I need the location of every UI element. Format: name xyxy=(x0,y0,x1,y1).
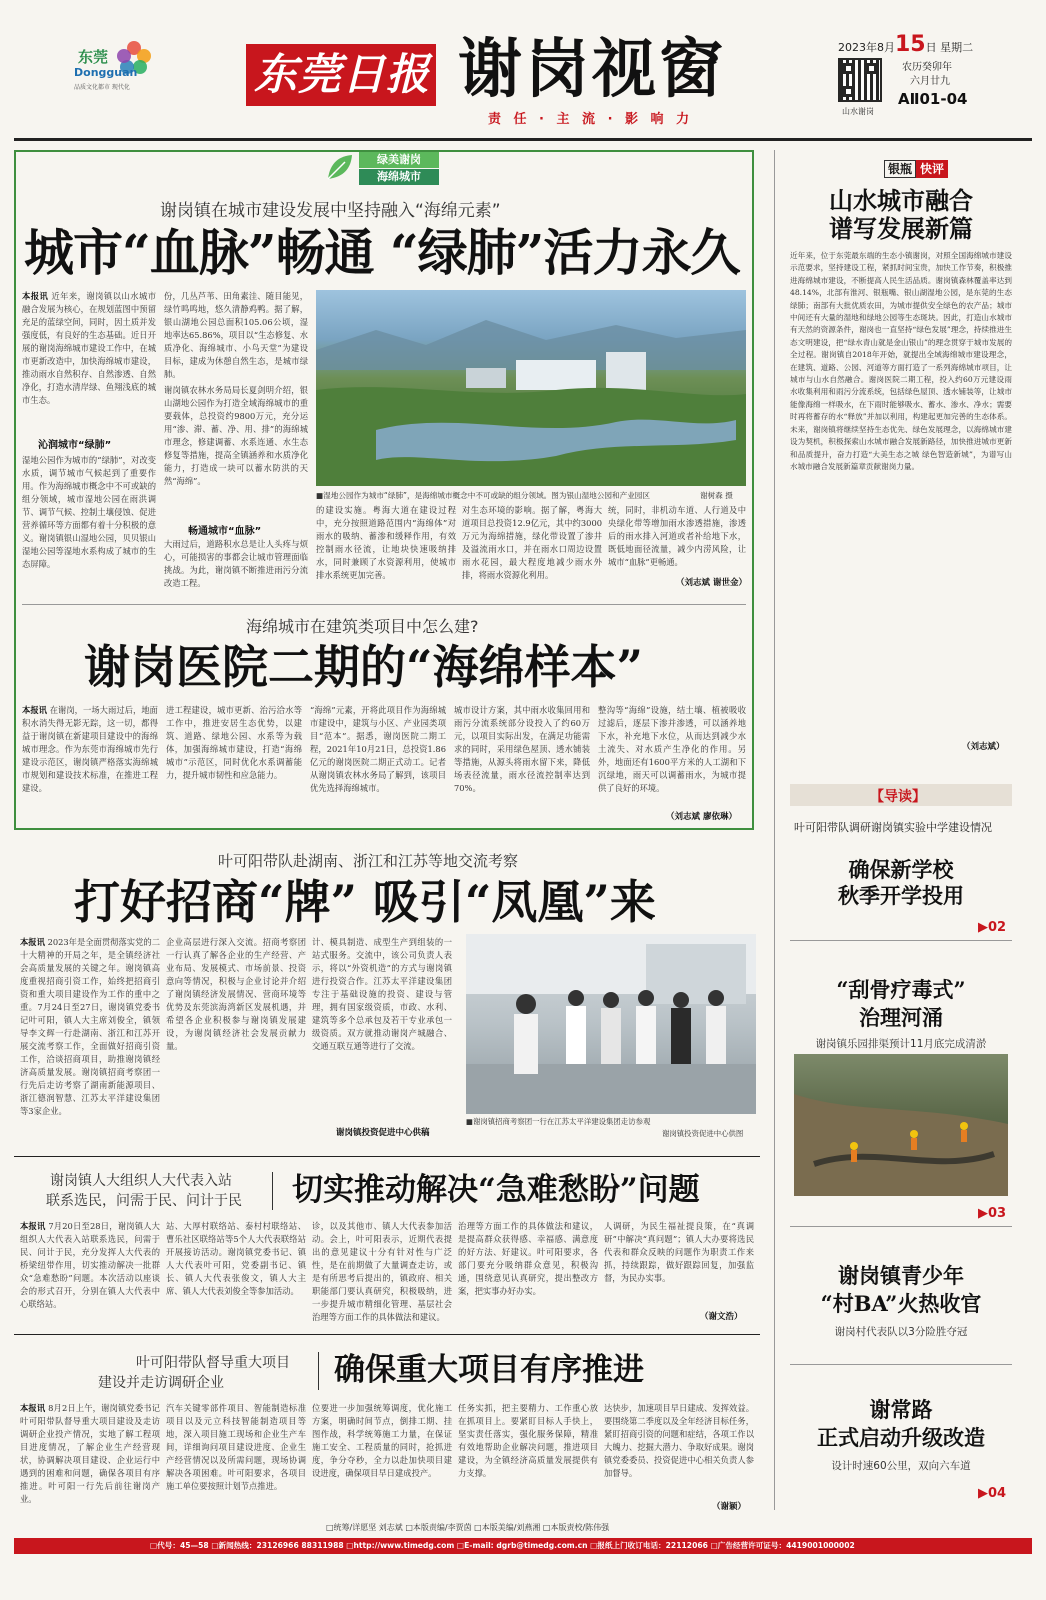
lead-headline: 城市“血脉”畅通 “绿肺”活力永久 xyxy=(24,223,740,282)
badge-2: 海绵城市 xyxy=(359,169,439,185)
masthead xyxy=(0,0,1046,140)
npc-col-4: 治理等方面工作的具体做法和建议，是提高群众获得感、幸福感、满意度的好方法、好建议。叶可阳要求，各部门要充分吸纳群众意见，积极沟通，围绕意见认真研究，提出整改方案，把实事办好办实。 xyxy=(458,1221,598,1296)
dongguan-logo xyxy=(74,34,164,94)
guide-2-title-1: “刮骨疗毒式” xyxy=(836,977,966,1002)
guide-2-title-2: 治理河涌 xyxy=(859,1005,943,1030)
npc-col-5: 人调研，为民生福祉提良策，在“真调研”中解决“真问题”；镇人大办要将选民代表和群众反映的问题作为职责工作来抓，持续跟踪，做好跟踪回复，加强监督，为民办实事。 xyxy=(604,1221,754,1283)
guide-3-title-1: 谢岗镇青少年 xyxy=(838,1263,964,1288)
leaf-icon xyxy=(325,152,355,182)
lead-col1-dateline: 本报讯 xyxy=(22,291,49,301)
slogan: 责 任 · 主 流 · 影 响 力 xyxy=(488,112,694,127)
lead-col-2: 份，几丛芦苇、田角素洼、随目能见，绿竹鸣鸣地，悠久清静鸡鸭。据了解，银山湖地公园总面积105.06公顷，湿地率达65.86%，项目以“生态修复、水质净化、海绵城市、小鸟天堂”为建设目标，建成为休憩自然生态，是城市绿肺。 xyxy=(164,291,308,379)
lead-col-2b: 谢岗镇农林水务局局长夏剑明介绍，银山湖地公园作为打造全域海绵城市的重要载体，总投资约9800万元，充分运用“渗、滞、蓄、净、用、排”的海绵城市理念，修建调蓄、水系连通、水生态修复等措施，提高全镇涵养和水质净化能力，打造成一块可以蓄水防洪的天然“海绵”。 xyxy=(164,385,308,486)
sidebar-title-2: 谱写发展新篇 xyxy=(829,214,973,243)
delegation-scene-graphic xyxy=(466,934,756,1114)
qr-label: 山水谢岗 xyxy=(842,107,874,116)
project-headline: 确保重大项目有序推进 xyxy=(334,1352,644,1388)
sidebar-vertical-rule xyxy=(774,150,775,1510)
hospital-col-5: 整沟等“海绵”设施，结土壤、植被吸收过滤后，逐层下渗并渗透，可以涵养地下水，补充地下水位，从而达到减少水土流失、对水质产生净化的作用。另外，地面还有1600平方米的人工湖和下沉绿地，雨天可以调蓄雨水，为城市提供了良好的环境。 xyxy=(598,705,746,793)
section-title: 谢岗视窗 xyxy=(458,32,726,107)
hospital-headline: 谢岗医院二期的“海绵样本” xyxy=(84,640,643,694)
lunar-2: 六月廿九 xyxy=(910,76,950,87)
hospital-col1-text: 在谢岗，一场大雨过后，地面积水消失得无影无踪，这一切，都得益于谢岗镇在新建项目建设中的海绵城市理念。作为东莞市海绵城市先行建设示范区，谢岗镇严格落实海绵城市规划和建设技术标准，在推进工程建设。 xyxy=(22,705,158,793)
npc-col1-text: 7月20日至28日，谢岗镇人大组织人大代表入站联系选民，问需于民、问计于民，充分发挥人大代表的桥梁纽带作用，切实推动解决一批群众“急难愁盼”问题。本次活动以座谈会的形式召开，分别在镇人大代表中心联络站。 xyxy=(20,1221,160,1309)
lead-col-2c: 大雨过后，道路积水总是让人头疼与烦心，可能损害的事都会让城市管理面临挑战。为此，谢岗镇不断推进雨污分流改造工程。 xyxy=(164,539,308,588)
date-suffix: 日 星期二 xyxy=(925,41,974,54)
project-vertical-rule xyxy=(318,1352,319,1390)
project-dateline: 本报讯 xyxy=(20,1403,46,1413)
project-col-1 xyxy=(20,1402,160,1512)
invest-col-2: 企业高层进行深入交流。招商考察团一行认真了解各企业的生产经营、产业布局、发展模式、市场前景、投资意向等情况，积极与企业讨论并介绍了谢岗镇经济发展情况、营商环境等优势及东莞滨海湾新区发展机遇，并希望各企业积极参与谢岗镇发展建设，为谢岗镇经济社会发展贡献力量。 xyxy=(166,937,306,1051)
npc-col-1 xyxy=(20,1220,160,1324)
wetland-scene-graphic xyxy=(316,290,746,486)
invest-col-3: 计、模具制造、成型生产到组装的一站式服务。交流中，该公司负责人表示，将以“外资机造”的方式与谢岗镇进行投资合作。江苏太平洋建设集团专注于基础设施的投资、建设与管理，拥有国家级资质，市政、水利、建筑等多个总承包及若干专业承包一级资质。双方就推动谢岗产城融合、交通互联互通等进行了交流。 xyxy=(312,937,452,1051)
sidebar-title-1: 山水城市融合 xyxy=(829,186,973,215)
badge xyxy=(325,148,445,188)
lead-photo-credit: 谢树森 摄 xyxy=(700,491,733,500)
guide-4-sub: 设计时速60公里，双向六车道 xyxy=(831,1460,971,1472)
guide-1-page[interactable]: ▶02 xyxy=(978,920,1007,935)
guide-3-divider xyxy=(790,1364,1012,1365)
guide-4-title-1: 谢常路 xyxy=(869,1397,933,1422)
invest-headline: 打好招商“牌” 吸引“凤凰”来 xyxy=(74,875,656,929)
hospital-dateline: 本报讯 xyxy=(22,705,47,715)
guide-label: 【导读】 xyxy=(870,789,926,805)
lunar-1: 农历癸卯年 xyxy=(902,62,952,73)
guide-2-divider xyxy=(790,1226,1012,1227)
lead-col2-subhead: 畅通城市“血脉” xyxy=(188,526,262,537)
npc-col-3: 诊，以及其他市、镇人大代表参加活动。会上，叶可阳表示，近期代表提出的意见建议十分有针对性与广泛性，是在前期做了大量调查走访，或是有所思考后提出的，镇政府、相关职能部门要认真研究，积极吸纳，进一步提升城市精细化管理、基层社会治理等方面工作的具体做法和建议。 xyxy=(312,1221,452,1322)
project-col-5: 达快步，加速项目早日建成、发挥效益。要围绕第二季度以及全年经济目标任务，紧盯招商引资的问题和症结，各项工作以大魄力、挖掘大潜力、争取好成果。谢岗镇党委委员、投资促进中心相关负责人参加督导。 xyxy=(604,1403,754,1478)
city-slogan: 品质文化都市 现代化 xyxy=(74,84,130,91)
lead-photo-caption: ■湿地公园作为城市“绿肺”，是海绵城市概念中不可或缺的组分领域。图为银山湿地公园和产业园区 xyxy=(316,491,650,500)
npc-vertical-rule xyxy=(272,1172,273,1210)
credits-line: □统筹/详愿坚 刘志斌 □本版责编/李贾茵 □本版美编/刘燕湘 □本版责校/陈伟强 xyxy=(326,1523,610,1532)
npc-byline: （谢文浩） xyxy=(700,1312,743,1322)
npc-dateline: 本报讯 xyxy=(20,1221,46,1231)
invest-photo xyxy=(466,934,756,1114)
lead-col-3: 的建设实施。粤海大道在建设过程中，充分按照道路范围内“海绵体”对雨水的吸纳、蓄渗和缓释作用，有效控制雨水径流，让地块快速吸纳排水，同时兼顾了水资源利用，使城市排水系统更加完善。 xyxy=(316,505,456,580)
npc-headline: 切实推动解决“急难愁盼”问题 xyxy=(292,1172,700,1208)
hospital-col-1 xyxy=(22,704,158,822)
guide-1-divider xyxy=(790,940,1012,941)
guide-4-title-2: 正式启动升级改造 xyxy=(817,1425,985,1450)
lead-col-5: 统，同时，非机动车道、人行道及中央绿化带等增加雨水渗透措施，渗透后的雨水排入河道或者补给地下水，既低地面径流量，减少内涝风险，让城市“血脉”更畅通。 xyxy=(608,505,746,567)
npc-kicker-2: 联系选民，问需于民、问计于民 xyxy=(46,1193,242,1209)
sidebar-body: 近年来，位于东莞最东端的生态小镇谢岗，对照全国海绵城市建设示范要求，坚持建设工程，紧抓时间宝贵，加快工作节奏，积极推进海绵城市建设，不断提高人民生活品质。谢岗镇森林覆盖率达到48.14%，北部有淮河、银瓶嘴、银山湖湿地公园，是东莞的生态绿肺；南部有大批优质农田，为城市提供安全绿色的农产品；城市中间还有大量的湿地和绿地公园等生态斑块。因此，打造山水城市有天然的资源条件，谢岗也一直坚持“绿色发展”理念，持续推进生态文明建设，把“绿水青山就是金山银山”的理念贯穿于城市发展的全过程。谢岗镇自2018年开始，就提出全域海绵城市建设理念，在建筑、道路、公园、河道等方面打造了一系列海绵城市项目，让城市与山水自然融合。谢岗医院二期工程，投入约60万元建设雨水收集利用和雨污分流系统，包括绿色屋顶、透水铺装等，让城市能像海绵一样吸水，在下雨时能够吸水、蓄水、渗水、净水；需要时再将蓄存的水“释放”并加以利用，构建起更加完善的生态体系。未来，谢岗镇将继续坚持生态优先、绿色发展理念，以海绵城市建设为契机，积极探索山水城市融合发展新路径，加快推进城市更新和品质提升，奋力打造“大美生态之城 绿色智造新城”，为谱写山水城市融合发展新篇章贡献谢岗力量。 xyxy=(790,251,1012,471)
badge-1: 绿美谢岗 xyxy=(359,152,439,168)
npc-col-2: 站、大厚村联络站、泰村村联络站、曹乐社区联络站等5个人大代表联络站开展接访活动。谢岗镇党委书记、镇人大代表叶可阳，党委副书记、镇长、镇人大代表张俊文，镇人大主席、镇人大代表刘俊全等参加活动。 xyxy=(166,1221,306,1296)
guide-2-photo xyxy=(794,1054,1008,1196)
guide-1-kicker: 叶可阳带队调研谢岗镇实验中学建设情况 xyxy=(794,821,992,834)
city-cn: 东莞 xyxy=(78,48,109,66)
npc-divider xyxy=(14,1334,760,1335)
city-en: Dongguan xyxy=(74,66,138,79)
lead-kicker: 谢岗镇在城市建设发展中坚持融入“海绵元素” xyxy=(160,201,501,221)
project-byline: （谢颖） xyxy=(712,1502,747,1512)
project-col1-text: 8月2日上午，谢岗镇党委书记叶可阳带队督导重大项目建设及走访调研企业投产情况，实地了解工程项目进度情况，了解企业生产经营现状，协调解决项目建设、企业运行中遇到的困难和问题，确保各项目有序推进。叶可阳一行先后前往谢岗产业。 xyxy=(20,1403,160,1504)
invest-photo-credit: 谢岗镇投资促进中心供图 xyxy=(662,1129,744,1138)
hospital-col-2: 进工程建设，城市更新、治污洽水等工作中，推进安居生态优势，以建筑、道路、绿地公园、水系等为载体，加强海绵城市建设，打造“海绵城市”示范区，同时优化水系调蓄能力，提升城市韧性和应急能力。 xyxy=(166,705,302,780)
lead-col1-text: 近年来，谢岗镇以山水城市融合发展为核心，在规划蓝图中预留充足的蓝绿空间，同时，因土质并发强度低，有良好的生态基础。近日开展的谢岗海绵城市建设工作中，在城市更新改造中，加快海绵城市建设，推动雨水自然积存、自然渗透、自然净化，打造水清岸绿、鱼翔浅底的城市生态。 xyxy=(22,291,156,405)
sidebar-tag-1: 银瓶 xyxy=(884,160,916,178)
invest-source: 谢岗镇投资促进中心供稿 xyxy=(336,1128,430,1138)
invest-col1-text: 2023年是全面贯彻落实党的二十大精神的开局之年，是全镇经济社会高质量发展的关键之年。谢岗镇高度重视招商引资工作，始终把招商引资和重大项目建设作为工作的重中之重。7月24日至27日，谢岗镇党委书记叶可阳，镇人大主席刘俊全，镇领导李文辉一行赴湖南、浙江和江苏开展交流考察工作，全面做好招商引资工作，洽谈招商项目，助推谢岗镇经济高质量发展。谢岗镇招商考察团一行先后走访考察了湖南新能源项目、浙江德润智慧、江苏太平洋建设集团等3家企业。 xyxy=(20,937,160,1116)
lead-photo-wetland xyxy=(316,290,746,486)
sidebar-tag xyxy=(884,158,948,177)
masthead-rule xyxy=(14,138,1032,141)
project-kicker-1: 叶可阳带队督导重大项目 xyxy=(136,1355,290,1371)
sidebar-tag-2: 快评 xyxy=(916,160,948,178)
lead-byline: （刘志斌 谢世金） xyxy=(676,578,747,588)
footer-info: □代号：45—58 □新闻热线：23126966 88311988 □http://www.timedg.com □E-mail: dgrb@timedg.com.cn □报纸上门收订电话：22112066 □广告经营许可证号：4419001000002 xyxy=(150,1541,855,1550)
qr-code xyxy=(838,58,882,102)
invest-kicker: 叶可阳带队赴湖南、浙江和江苏等地交流考察 xyxy=(218,852,519,870)
guide-4-page[interactable]: ▶04 xyxy=(978,1486,1007,1501)
project-col-3: 位要进一步加强统筹调度，优化施工方案，明确时间节点，倒排工期、挂图作战，科学统筹施工力量，在保证施工安全、工程质量的同时，抢抓进度，争分夺秒，全力以赴加快项目建设进度，确保项目早日建成投产。 xyxy=(312,1403,452,1478)
lead-col-1b: 湿地公园作为城市的“绿肺”，对改变水质，调节城市气候起到了重要作用。作为海绵城市概念中不可或缺的组分领域，城市湿地公园在雨洪调节、调节气候、控制土壤侵蚀、促进营养循环等方面都有着十分积极的意义。谢岗镇银山湿地公园，贝贝银山湿地公园等湿地水系构成了城市的生态屏障。 xyxy=(22,455,156,569)
guide-1-title-1: 确保新学校 xyxy=(848,857,954,882)
paper-name: 东莞日报 xyxy=(254,50,430,100)
lead-divider xyxy=(22,604,746,605)
date-day: 15 xyxy=(895,32,926,57)
hospital-kicker: 海绵城市在建筑类项目中怎么建? xyxy=(246,617,479,636)
guide-2-page[interactable]: ▶03 xyxy=(978,1206,1007,1221)
guide-3-title-2: “村BA”火热收官 xyxy=(820,1291,982,1316)
lead-col1-subhead: 沁润城市“绿肺” xyxy=(38,440,112,451)
page-code: AⅡ01-04 xyxy=(898,90,968,108)
guide-2-sub: 谢岗镇乐园排渠预计11月底完成清淤 xyxy=(815,1038,987,1050)
invest-divider xyxy=(14,1156,760,1157)
hospital-col-4: 城市设计方案，其中雨水收集回用和雨污分流系统部分设投入了约60万元，以项目实际出发，在满足功能需求的同时，采用绿色屋顶、透水铺装等措施，从源头将雨水留下来，降低场表径流量，雨水径流控制率达到70%。 xyxy=(454,705,590,793)
date-line xyxy=(838,32,973,57)
invest-dateline: 本报讯 xyxy=(20,937,45,947)
date-prefix: 2023年8月 xyxy=(838,41,895,54)
invest-col-1 xyxy=(20,936,160,1144)
guide-1-title-2: 秋季开学投用 xyxy=(838,883,964,908)
guide-3-sub: 谢岗村代表队以3分险胜夺冠 xyxy=(834,1326,968,1338)
sidebar-byline: （刘志斌） xyxy=(962,742,1005,752)
project-col-4: 任务实抓，把主要精力、工作重心放在抓项目上。要紧盯目标人手快上，坚实责任落实，强化服务保障，精准有效地帮助企业解决问题，推进项目建设，为全镇经济高质量发展提供有力支撑。 xyxy=(458,1403,598,1478)
invest-photo-caption: ■谢岗镇招商考察团一行在江苏太平洋建设集团走访参观 xyxy=(466,1117,651,1126)
hospital-col-3: “海绵”元素，开将此项目作为海绵城市建设中，建筑与小区、产业园类项目“范本”。据悉，谢岗医院二期工程，2021年10月21日，总投资1.86亿元的谢岗医院二期正式动工。记者从谢岗镇农林水务局了解到，该项目优先选择海绵城市。 xyxy=(310,705,446,793)
river-dredging-graphic xyxy=(794,1054,1008,1196)
lead-col-4: 对生态环境的影响。据了解，粤海大道项目总投资12.9亿元，其中约3000万元为海绵措施，绿化带设置了渗井及溢流雨水口，并在雨水口周边设置雨水花园，最大程度地减少雨水外排，将雨水资源化利用。 xyxy=(462,505,602,580)
npc-kicker-1: 谢岗镇人大组织人大代表入站 xyxy=(50,1173,232,1189)
project-col-2: 汽车关键零部件项目、智能制造标准项目以及元立科技智能制造项目等地，深入项目施工现场和企业生产车间，详细询问项目建设进度、企业生产经营情况以及所需问题，现场协调解决各项困难。叶可阳要求，各项目施工单位要按照计划节点推进。 xyxy=(166,1403,306,1491)
project-kicker-2: 建设并走访调研企业 xyxy=(98,1375,224,1391)
lead-col-1 xyxy=(22,290,156,434)
hospital-byline: （刘志斌 廖依琳） xyxy=(666,812,737,822)
